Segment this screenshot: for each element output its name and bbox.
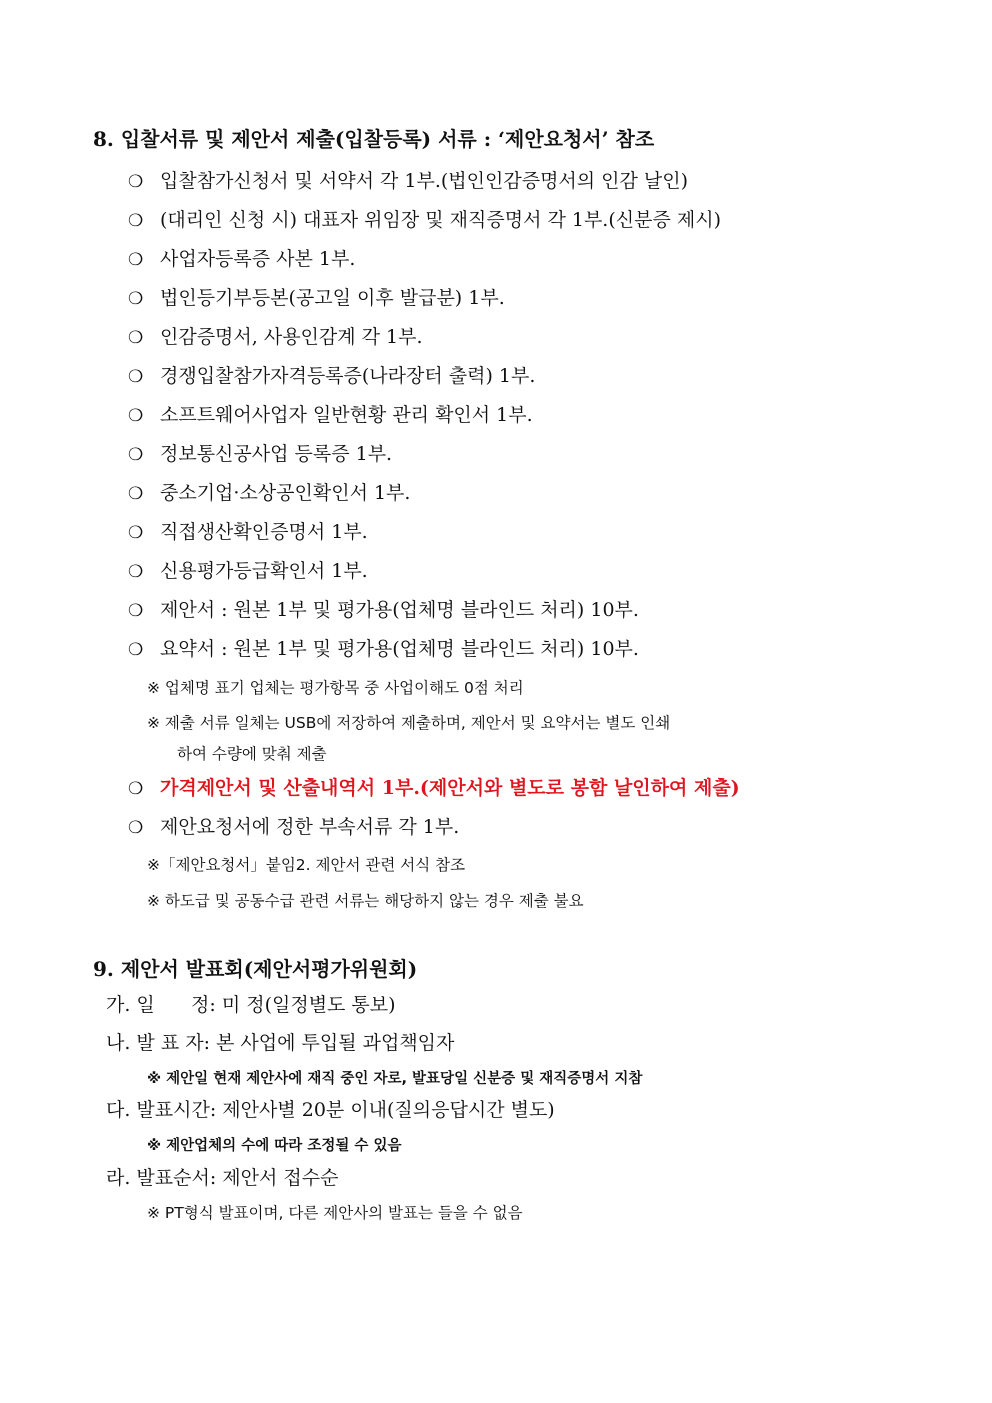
note: ※ 업체명 표기 업체는 평가항목 중 사업이해도 0점 처리	[147, 679, 524, 697]
circle-bullet-icon: ❍	[128, 779, 144, 799]
note: ※ 제출 서류 일체는 USB에 저장하여 제출하며, 제안서 및 요약서는 별도 인쇄	[147, 714, 671, 732]
list-item: ❍ 정보통신공사업 등록증 1부.	[128, 443, 393, 465]
list-item: ❍ 신용평가등급확인서 1부.	[128, 560, 368, 582]
circle-bullet-icon: ❍	[128, 211, 144, 231]
note: ※ 제안업체의 수에 따라 조정될 수 있음	[147, 1138, 402, 1154]
list-item: ❍ 중소기업·소상공인확인서 1부.	[128, 482, 411, 504]
note: ※ 하도급 및 공동수급 관련 서류는 해당하지 않는 경우 제출 불요	[147, 892, 584, 910]
circle-bullet-icon: ❍	[128, 562, 144, 582]
list-item: ❍ 제안요청서에 정한 부속서류 각 1부.	[128, 816, 460, 838]
circle-bullet-icon: ❍	[128, 640, 144, 660]
circle-bullet-icon: ❍	[128, 367, 144, 387]
order-row: 라. 발표순서: 제안서 접수순	[106, 1167, 339, 1189]
list-item: ❍ 법인등기부등본(공고일 이후 발급분) 1부.	[128, 287, 505, 309]
note: ※ 제안일 현재 제안사에 재직 중인 자로, 발표당일 신분증 및 재직증명서 지참	[147, 1071, 643, 1087]
note: ※「제안요청서」붙임2. 제안서 관련 서식 참조	[147, 856, 466, 874]
note: ※ PT형식 발표이며, 다른 제안사의 발표는 들을 수 없음	[147, 1204, 523, 1222]
circle-bullet-icon: ❍	[128, 328, 144, 348]
list-item: ❍ (대리인 신청 시) 대표자 위임장 및 재직증명서 각 1부.(신분증 제시)	[128, 209, 721, 231]
circle-bullet-icon: ❍	[128, 445, 144, 465]
presenter-row: 나. 발 표 자: 본 사업에 투입될 과업책임자	[106, 1032, 455, 1054]
list-item: ❍ 직접생산확인증명서 1부.	[128, 521, 368, 543]
list-item: ❍ 제안서 : 원본 1부 및 평가용(업체명 블라인드 처리) 10부.	[128, 599, 639, 621]
circle-bullet-icon: ❍	[128, 289, 144, 309]
list-item-highlighted: ❍ 가격제안서 및 산출내역서 1부.(제안서와 별도로 봉함 날인하여 제출)	[128, 777, 740, 799]
section9-title: 9. 제안서 발표회(제안서평가위원회)	[93, 957, 418, 981]
circle-bullet-icon: ❍	[128, 250, 144, 270]
list-item: ❍ 경쟁입찰참가자격등록증(나라장터 출력) 1부.	[128, 365, 536, 387]
time-row: 다. 발표시간: 제안사별 20분 이내(질의응답시간 별도)	[106, 1099, 555, 1121]
note-continuation: 하여 수량에 맞춰 제출	[177, 745, 327, 763]
circle-bullet-icon: ❍	[128, 601, 144, 621]
list-item: ❍ 요약서 : 원본 1부 및 평가용(업체명 블라인드 처리) 10부.	[128, 638, 639, 660]
circle-bullet-icon: ❍	[128, 484, 144, 504]
list-item: ❍ 입찰참가신청서 및 서약서 각 1부.(법인인감증명서의 인감 날인)	[128, 170, 689, 192]
schedule-row: 가. 일 정: 미 정(일정별도 통보)	[106, 994, 396, 1016]
list-item: ❍ 소프트웨어사업자 일반현황 관리 확인서 1부.	[128, 404, 533, 426]
section8-title: 8. 입찰서류 및 제안서 제출(입찰등록) 서류 : ‘제안요청서’ 참조	[93, 127, 655, 151]
circle-bullet-icon: ❍	[128, 406, 144, 426]
circle-bullet-icon: ❍	[128, 523, 144, 543]
circle-bullet-icon: ❍	[128, 172, 144, 192]
circle-bullet-icon: ❍	[128, 818, 144, 838]
list-item: ❍ 사업자등록증 사본 1부.	[128, 248, 356, 270]
list-item: ❍ 인감증명서, 사용인감계 각 1부.	[128, 326, 423, 348]
